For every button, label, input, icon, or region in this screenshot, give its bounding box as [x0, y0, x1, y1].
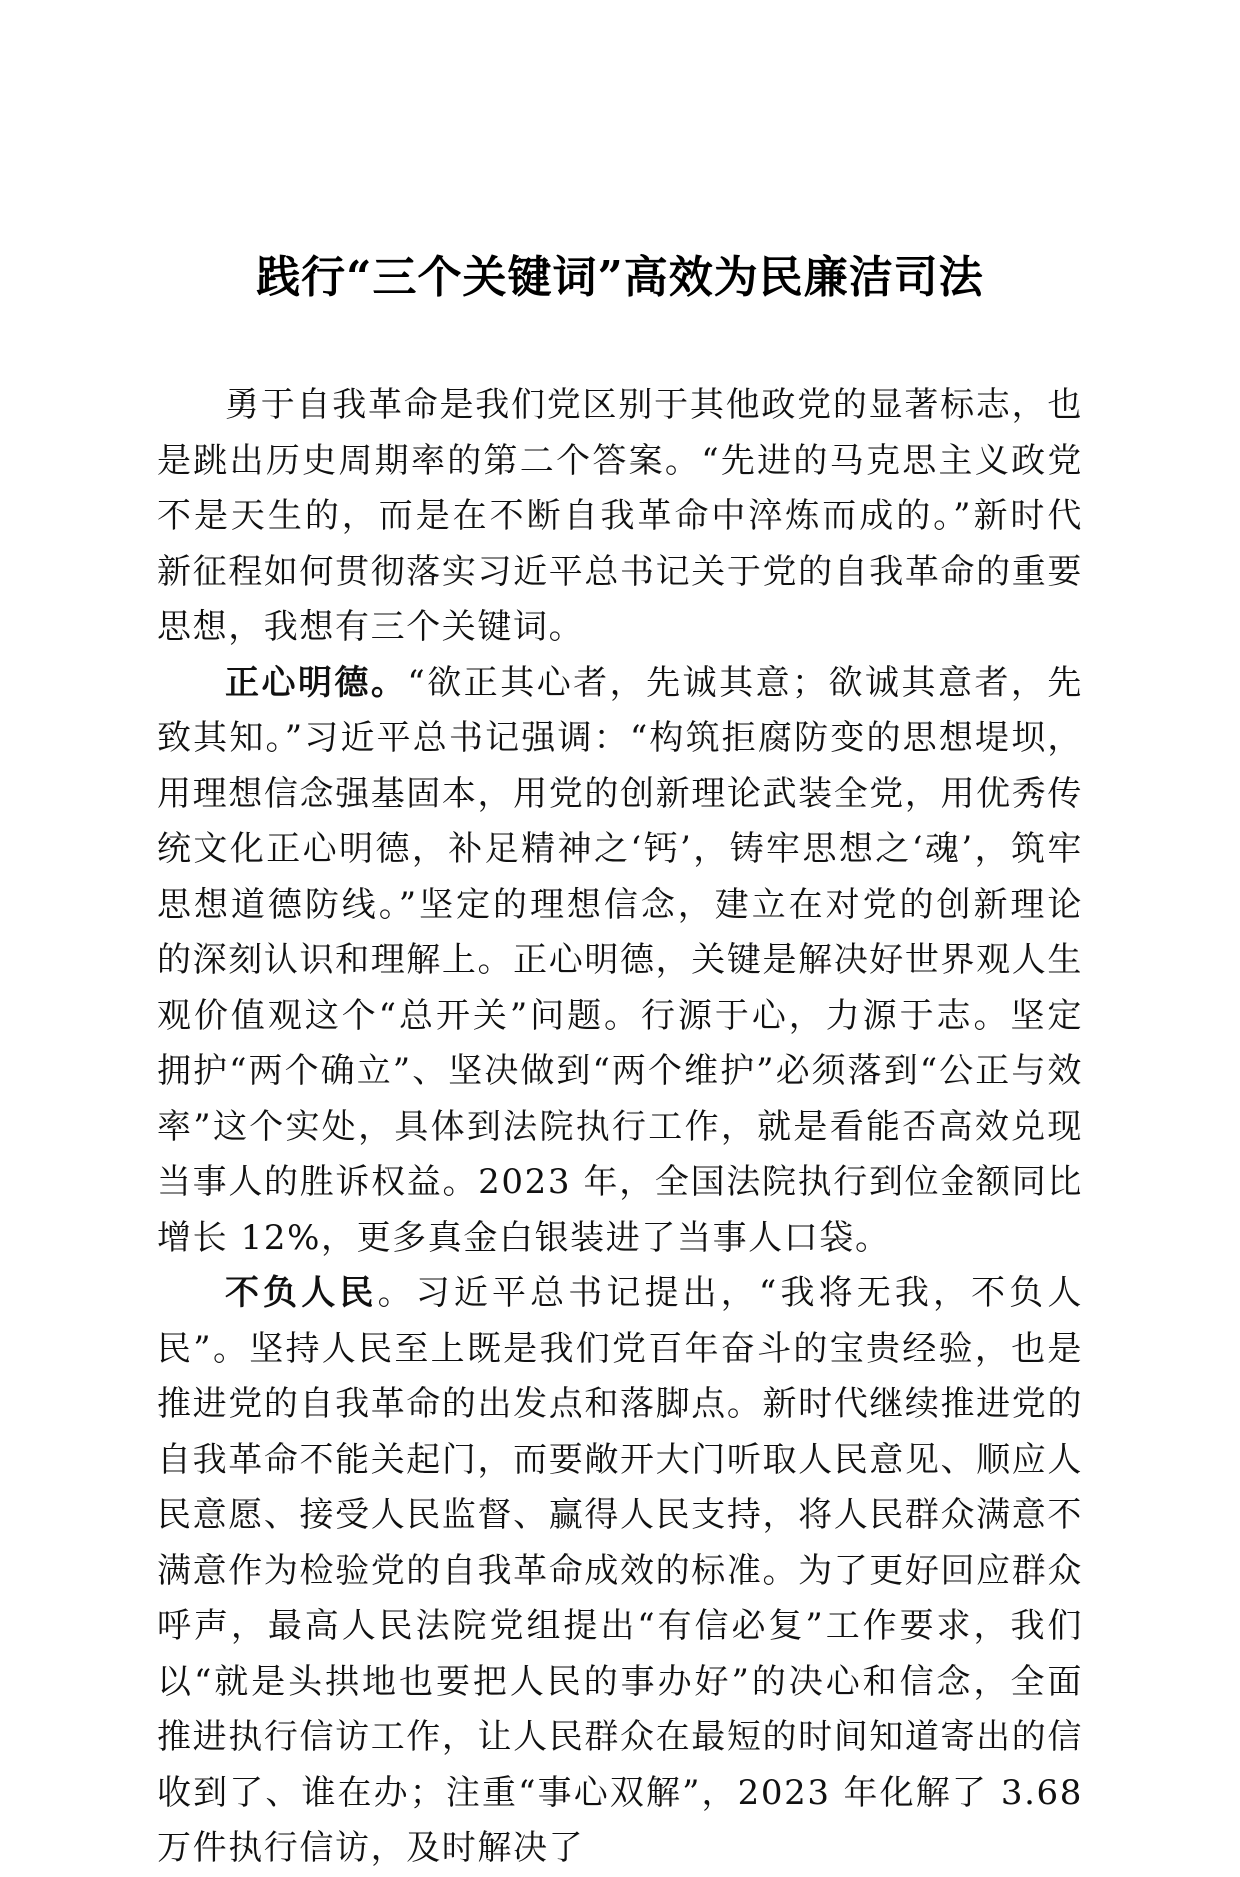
paragraph-zhengxin-mingde-text: “欲正其心者，先诚其意；欲诚其意者，先致其知。”习近平总书记强调：“构筑拒腐防变的思想堤坝，用理想信念强基固本，用党的创新理论武装全党，用优秀传统文化正心明德，补足精神之‘钙’，铸牢思想之‘魂’，筑牢思想道德防线。”坚定的理想信念，建立在对党的创新理论的深刻认识和理解上。正心明德，关键是解决好世界观人生观价值观这个“总开关”问题。行源于心，力源于志。坚定拥护“两个确立”、坚决做到“两个维护”必须落到“公正与效率”这个实处，具体到法院执行工作，就是看能否高效兑现当事人的胜诉权益。2023 年，全国法院执行到位金额同比增长 12%，更多真金白银装进了当事人口袋。 — [157, 662, 1084, 1258]
keyword-bufu-renmin: 不负人民 — [225, 1273, 378, 1313]
document-title: 践行“三个关键词”高效为民廉洁司法 — [256, 252, 984, 303]
document-page — [157, 248, 1083, 1877]
paragraph-bufu-renmin — [157, 1266, 1083, 1877]
paragraph-intro-text: 勇于自我革命是我们党区别于其他政党的显著标志，也是跳出历史周期率的第二个答案。“先进的马克思主义政党不是天生的，而是在不断自我革命中淬炼而成的。”新时代新征程如何贯彻落实习近平总书记关于党的自我革命的重要思想，我想有三个关键词。 — [157, 385, 1083, 647]
keyword-zhengxin-mingde: 正心明德。 — [225, 662, 408, 703]
paragraph-bufu-renmin-text: 。习近平总书记提出，“我将无我，不负人民”。坚持人民至上既是我们党百年奋斗的宝贵经验，也是推进党的自我革命的出发点和落脚点。新时代继续推进党的自我革命不能关起门，而要敞开大门听取人民意见、顺应人民意愿、接受人民监督、赢得人民支持，将人民群众满意不满意作为检验党的自我革命成效的标准。为了更好回应群众呼声，最高人民法院党组提出“有信必复”工作要求，我们以“就是头拱地也要把人民的事办好”的决心和信念，全面推进执行信访工作，让人民群众在最短的时间知道寄出的信收到了、谁在办；注重“事心双解”，2023 年化解了 3.68 万件执行信访，及时解决了 — [157, 1273, 1084, 1868]
document-body — [157, 378, 1083, 1877]
paragraph-zhengxin-mingde — [157, 656, 1083, 1267]
paragraph-intro — [157, 378, 1083, 656]
